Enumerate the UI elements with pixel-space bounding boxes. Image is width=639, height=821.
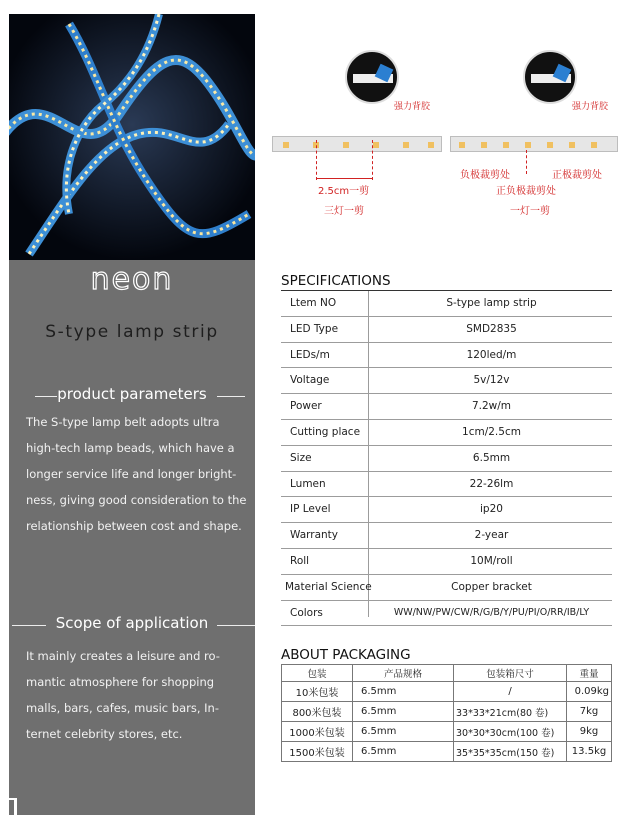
- cut-note-negative: 负极裁剪处: [460, 170, 510, 181]
- spec-value: S-type lamp strip: [446, 297, 537, 309]
- spec-row: [281, 497, 612, 523]
- spec-key: Material Science: [285, 580, 372, 593]
- scope-heading-text: Scope of application: [55, 614, 209, 632]
- packaging-row: [282, 682, 612, 702]
- cut-line-left: [316, 140, 318, 180]
- spec-key: Power: [290, 400, 322, 413]
- adhesive-closeup-icon: [523, 50, 577, 104]
- cut-diagram-1-lamp: [450, 50, 620, 220]
- tape-label: 强力背胶: [572, 102, 609, 112]
- pack-cell: 33*33*21cm(80 卷): [454, 702, 567, 722]
- spec-value: SMD2835: [466, 322, 517, 335]
- pack-cell: 1500米包装: [282, 742, 353, 762]
- led-beads: [273, 138, 441, 152]
- bottom-edge-mark: [9, 800, 14, 815]
- cut-span-line: [316, 178, 372, 179]
- pack-cell: 35*35*35cm(150 卷): [454, 742, 567, 762]
- cut-line-right: [372, 140, 374, 180]
- tape-label: 强力背胶: [394, 102, 431, 112]
- cut-line-mid: [526, 150, 528, 174]
- spec-row: [281, 394, 612, 420]
- spec-row: [281, 420, 612, 446]
- pack-cell: 800米包装: [282, 702, 353, 722]
- cut-note-per-lamp: 一灯一剪: [510, 206, 550, 217]
- spec-key: LED Type: [290, 322, 339, 335]
- spec-row: [281, 317, 612, 343]
- pack-cell: 13.5kg: [567, 742, 612, 762]
- spec-row: [281, 343, 612, 369]
- header-cell: 包装: [282, 665, 353, 682]
- product-photo: [9, 14, 255, 260]
- spec-value: 120led/m: [466, 348, 517, 361]
- pack-cell: 0.09kg: [567, 682, 612, 702]
- led-strip-segment: [450, 136, 618, 152]
- spec-value: ip20: [480, 503, 503, 516]
- led-beads: [451, 138, 617, 152]
- pack-cell: /: [454, 682, 567, 702]
- pack-cell: 30*30*30cm(100 卷): [454, 722, 567, 742]
- spec-row: [281, 523, 612, 549]
- spec-key: Cutting place: [290, 425, 361, 438]
- spec-key: Ltem NO: [290, 297, 337, 309]
- spec-key: Lumen: [290, 477, 326, 490]
- spec-value: 10M/roll: [470, 554, 513, 567]
- pack-cell: 9kg: [567, 722, 612, 742]
- spec-value: Copper bracket: [451, 580, 532, 593]
- spec-value: WW/NW/PW/CW/R/G/B/Y/PU/PI/O/RR/IB/LY: [393, 606, 590, 618]
- spec-value: 2-year: [474, 529, 509, 542]
- cut-diagram-2-5cm: [272, 50, 442, 220]
- cut-note: 三灯一剪: [324, 206, 364, 217]
- pack-cell: 1000米包装: [282, 722, 353, 742]
- spec-row: [281, 472, 612, 498]
- spec-value: 1cm/2.5cm: [462, 425, 521, 438]
- spec-row: [281, 575, 612, 601]
- packaging-table: [281, 664, 612, 762]
- cut-note-positive: 正极裁剪处: [552, 170, 602, 181]
- packaging-title: ABOUT PACKAGING: [281, 647, 411, 663]
- spec-row: [281, 368, 612, 394]
- pack-cell: 6.5mm: [353, 742, 454, 762]
- spec-row: [281, 601, 612, 627]
- spec-key: Size: [290, 451, 312, 464]
- specifications-table: [281, 291, 612, 626]
- spec-key: Voltage: [290, 374, 330, 387]
- brand-logo: neon: [90, 262, 174, 297]
- spec-value: 22-26lm: [469, 477, 514, 490]
- spec-key: LEDs/m: [290, 348, 330, 361]
- spec-value: 7.2w/m: [471, 400, 512, 413]
- params-heading-text: product parameters: [57, 385, 207, 403]
- packaging-header-row: [282, 665, 612, 682]
- specifications-title: SPECIFICATIONS: [281, 273, 391, 289]
- scope-paragraph: It mainly creates a leisure and ro- mantic atmosphere for shopping malls, bars, cafes, music bars, In- ternet celebrity stores, etc.: [26, 649, 220, 741]
- header-cell: 产品规格: [353, 665, 454, 682]
- spec-key: IP Level: [290, 503, 331, 516]
- left-panel: [9, 14, 255, 798]
- header-cell: 包装箱尺寸: [454, 665, 567, 682]
- params-heading: [9, 385, 255, 407]
- packaging-row: [282, 722, 612, 742]
- pack-cell: 10米包装: [282, 682, 353, 702]
- spec-row: [281, 446, 612, 472]
- spec-row: [281, 291, 612, 317]
- spec-key: Warranty: [290, 529, 339, 542]
- params-paragraph: The S-type lamp belt adopts ultra high-tech lamp beads, which have a longer service life and longer bright- ness, giving good consideration to the relationship between cost and shape.: [26, 415, 247, 533]
- pack-cell: 7kg: [567, 702, 612, 722]
- product-subtitle: S-type lamp strip: [45, 322, 219, 342]
- spec-value: 6.5mm: [472, 451, 511, 464]
- led-strip-photo-illustration: [9, 14, 255, 260]
- spec-key: Roll: [290, 554, 310, 567]
- bottom-bar: [17, 798, 255, 815]
- pack-cell: 6.5mm: [353, 722, 454, 742]
- cut-note: 2.5cm一剪: [318, 186, 370, 197]
- led-strip-segment: [272, 136, 442, 152]
- adhesive-closeup-icon: [345, 50, 399, 104]
- packaging-row: [282, 742, 612, 762]
- header-cell: 重量: [567, 665, 612, 682]
- adhesive-tape-icon: [525, 52, 575, 102]
- heading-rule-right: [217, 625, 255, 626]
- packaging-row: [282, 702, 612, 722]
- cut-note-both: 正负极裁剪处: [496, 186, 556, 197]
- spec-key: Colors: [290, 606, 323, 619]
- spec-row: [281, 549, 612, 575]
- spec-value: 5v/12v: [473, 374, 510, 387]
- heading-rule-right: [217, 396, 245, 397]
- pack-cell: 6.5mm: [353, 682, 454, 702]
- pack-cell: 6.5mm: [353, 702, 454, 722]
- adhesive-tape-icon: [347, 52, 397, 102]
- scope-heading: [9, 614, 255, 636]
